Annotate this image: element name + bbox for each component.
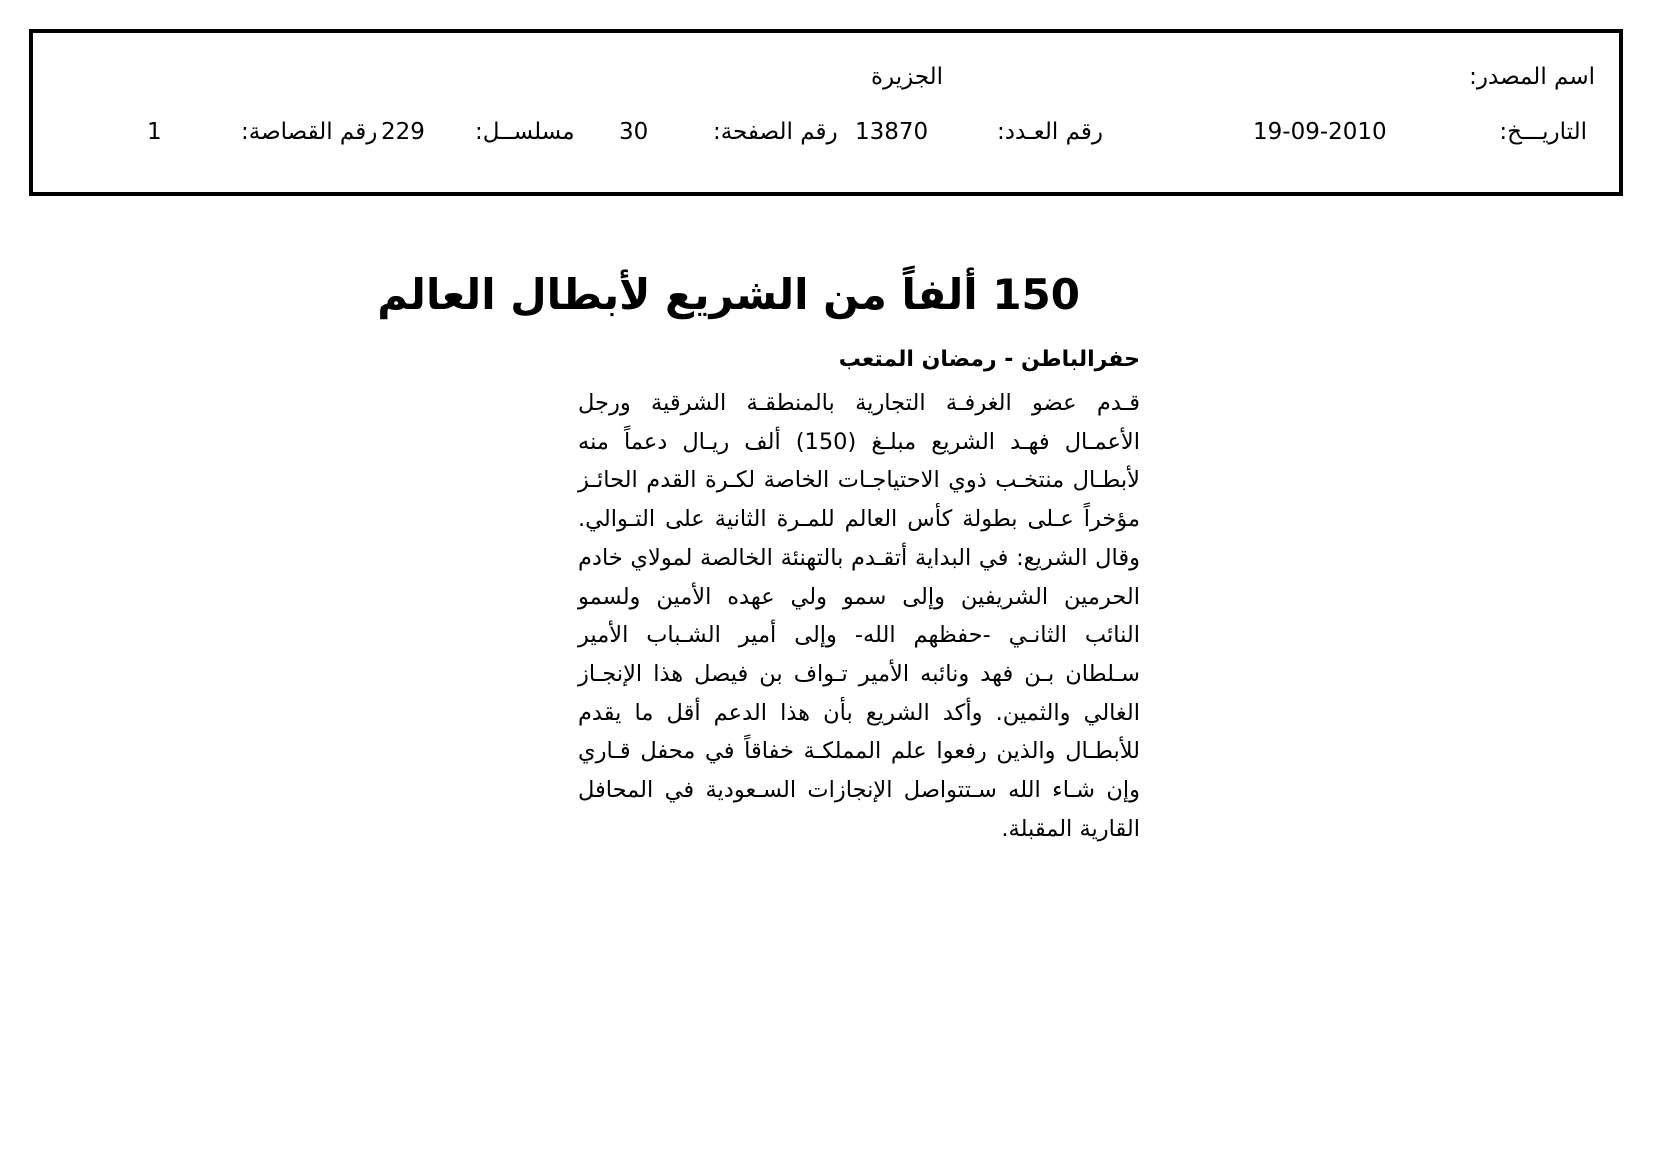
date-value: 19-09-2010 (1253, 119, 1387, 145)
clip-label: رقم القصاصة: (241, 119, 378, 145)
article-headline: 150 ألفاً من الشريع لأبطال العالم (377, 270, 1080, 319)
serial-value: 229 (381, 119, 425, 145)
issue-label: رقم العـدد: (997, 119, 1104, 145)
issue-value: 13870 (855, 119, 929, 145)
source-label: اسم المصدر: (1469, 64, 1595, 90)
page-label: رقم الصفحة: (713, 119, 838, 145)
article-byline: حفرالباطن - رمضان المتعب (838, 347, 1140, 372)
page-value: 30 (619, 119, 649, 145)
serial-label: مسلســل: (475, 119, 575, 145)
date-label: التاريـــخ: (1499, 119, 1587, 145)
article-body: قـدم عضو الغرفـة التجارية بالمنطقـة الشرقية ورجل الأعمـال فهـد الشريع مبلـغ (150) ألف ريـال دعماً منه لأبطـال منتخـب ذوي الاحتياجـات الخاصة لكـرة القدم الحائـز مؤخراً عـلى بطولة كأس العالم للمـرة الثانية على التـوالي. وقال الشريع: في البداية أتقـدم بالتهنئة الخالصة لمولاي خادم الحرمين الشريفين وإلى سمو ولي عهده الأمين ولسمو النائب الثانـي -حفظهم الله- وإلى أمير الشـباب الأمير سـلطان بـن فهد ونائبه الأمير تـواف بن فيصل هذا الإنجـاز الغالي والثمين. وأكد الشريع بأن هذا الدعم أقل ما يقدم للأبطـال والذين رفعوا علم المملكـة خفاقاً في محفل قـاري وإن شـاء الله سـتتواصل الإنجازات السـعودية في المحافل القارية المقبلة. (578, 390, 1141, 842)
clip-value: 1 (147, 119, 162, 145)
metadata-box (29, 29, 1623, 196)
source-value: الجزيرة (871, 64, 944, 90)
